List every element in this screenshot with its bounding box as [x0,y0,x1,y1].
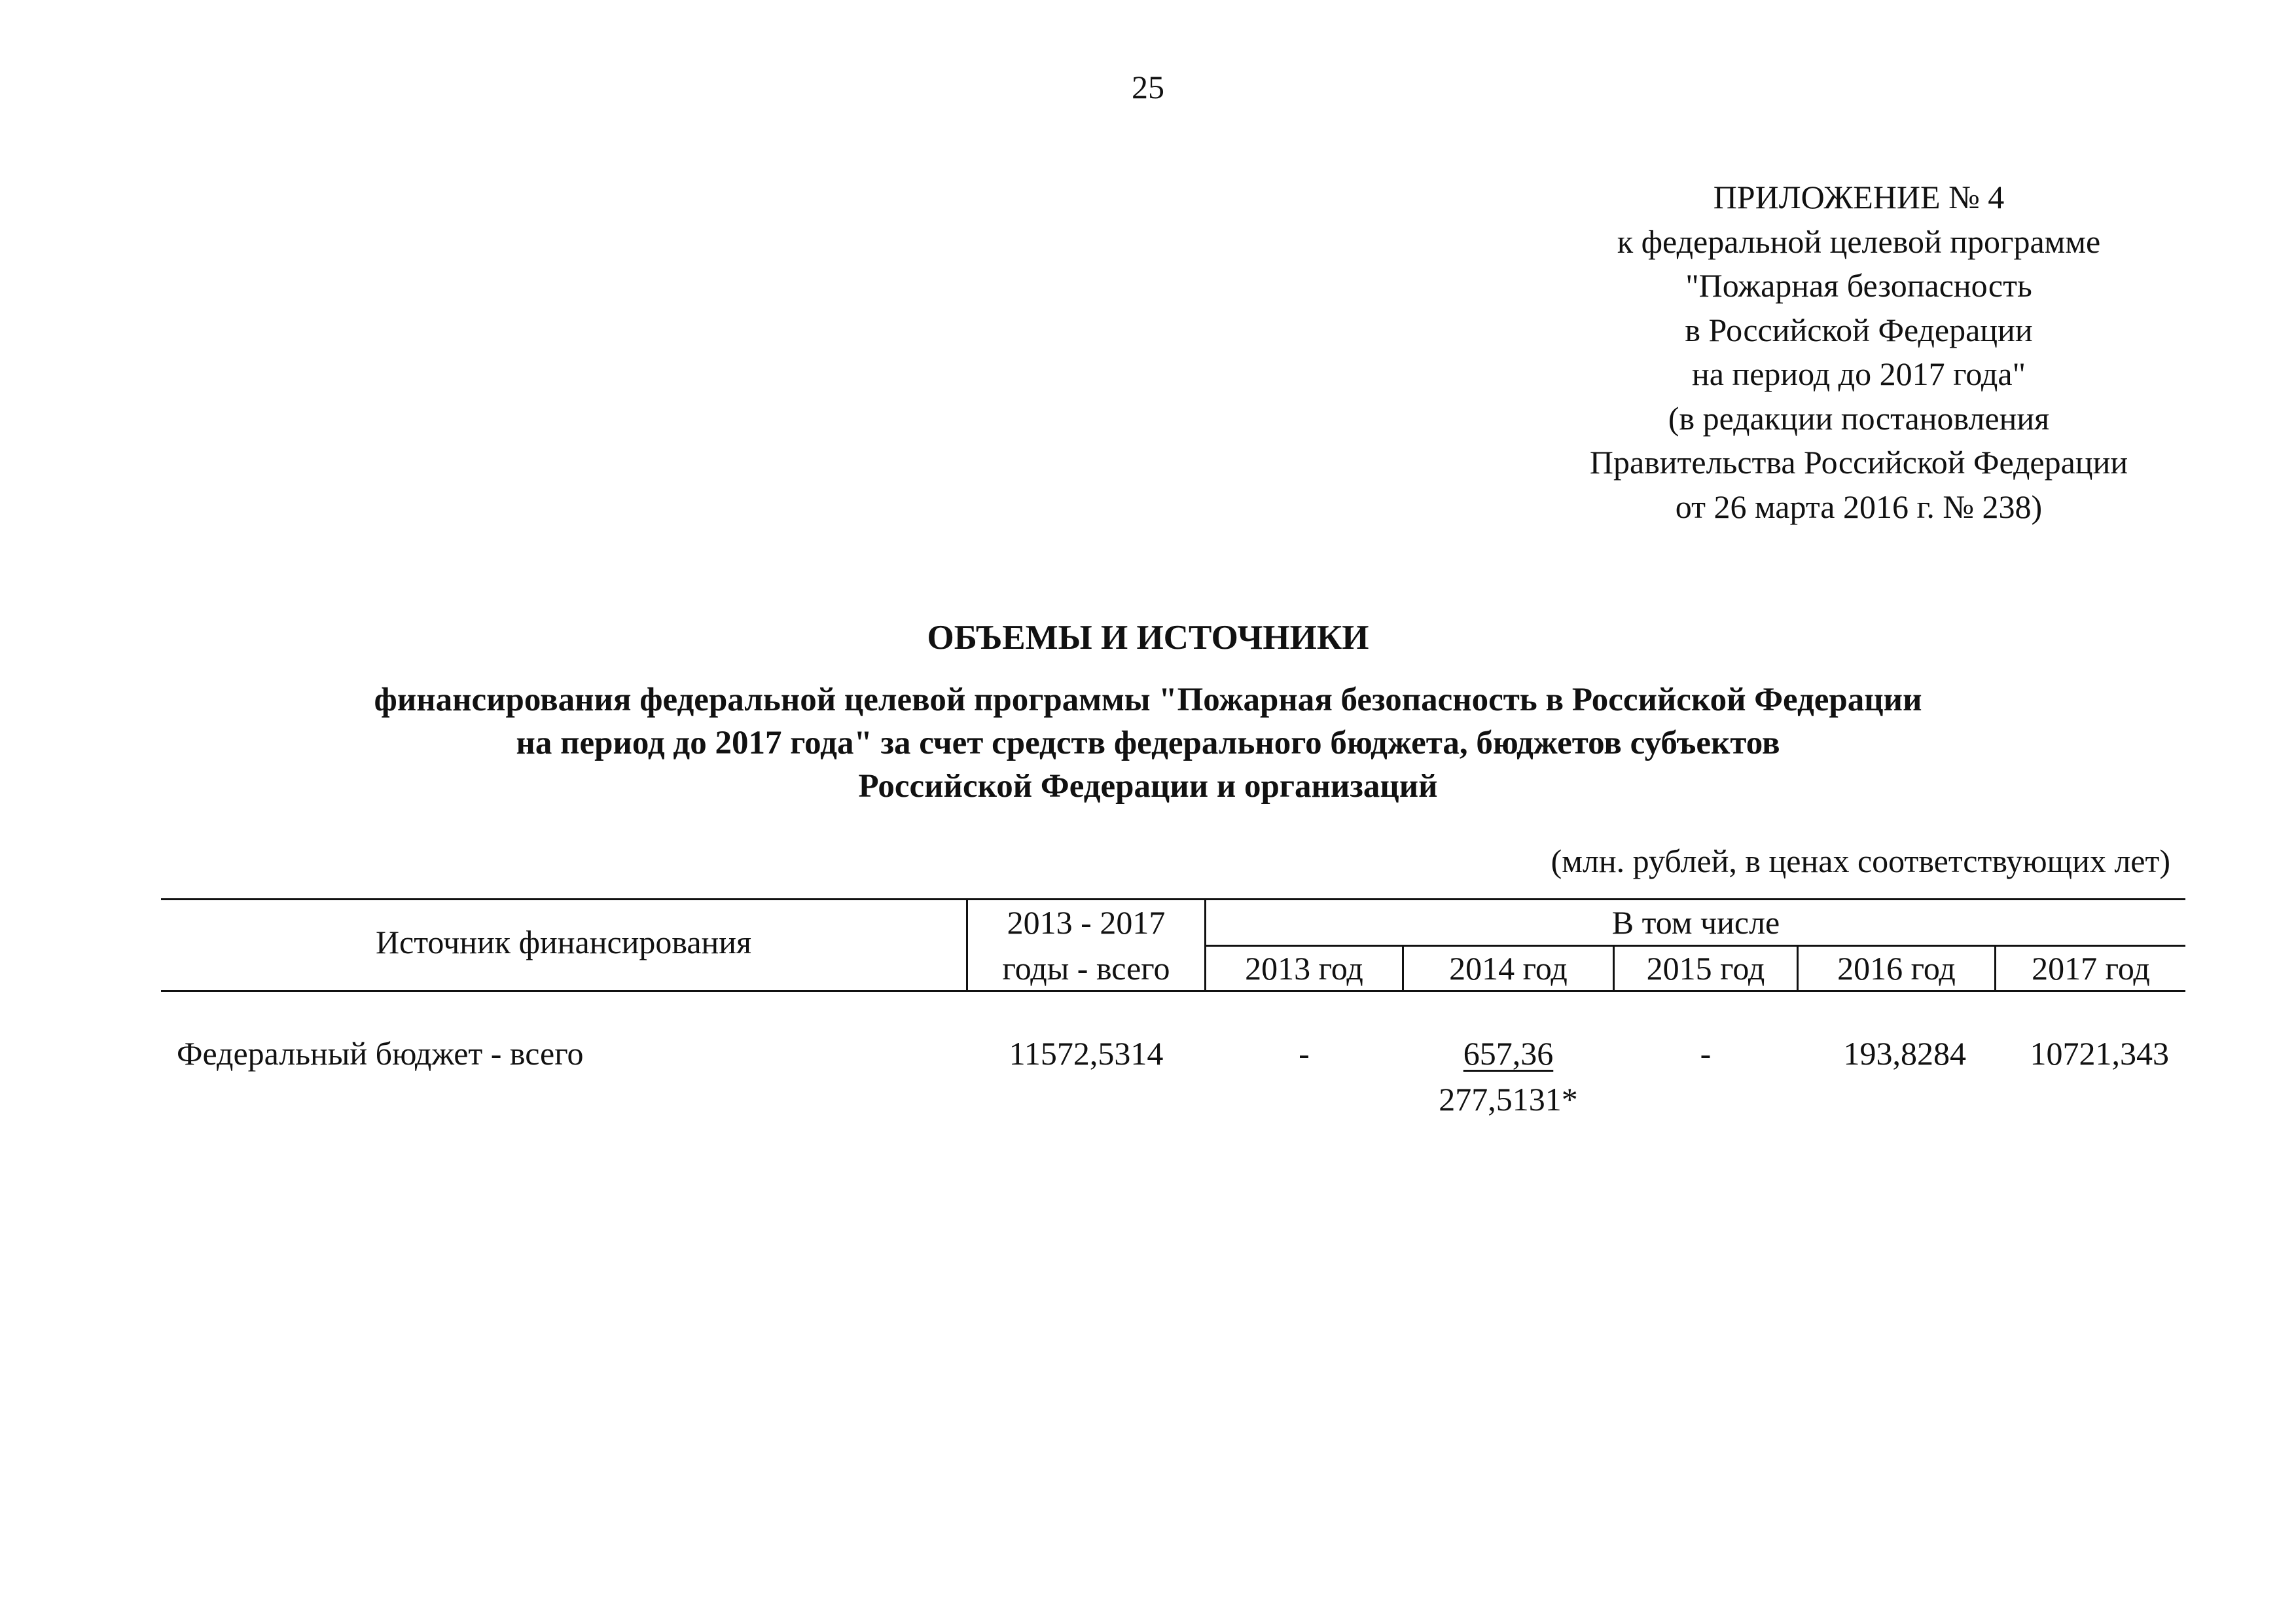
document-title: ОБЪЕМЫ И ИСТОЧНИКИ [927,619,1369,657]
row-source: Федеральный бюджет - всего [177,1035,584,1072]
appendix-line: в Российской Федерации [1685,311,2033,348]
header-year-2016: 2016 год [1837,950,1956,987]
page-number: 25 [1132,69,1164,105]
header-total-line1: 2013 - 2017 [1007,904,1166,941]
appendix-block [1532,175,2186,529]
header-year-2014: 2014 год [1449,950,1568,987]
row-2014 [1404,1034,1613,1072]
appendix-line: к федеральной целевой программе [1617,223,2101,260]
document-subtitle [196,678,2100,808]
row-2014-value: 657,36 [1463,1035,1554,1072]
subtitle-line: Российской Федерации и организаций [858,768,1438,805]
appendix-line: "Пожарная безопасность [1685,267,2032,304]
subtitle-line: на период до 2017 года" за счет средств федерального бюджета, бюджетов субъектов [516,725,1780,761]
header-year-2015: 2015 год [1646,950,1765,987]
appendix-title: ПРИЛОЖЕНИЕ № 4 [1713,179,2005,215]
row-2013: - [1299,1035,1310,1072]
table-top-rule [161,898,2185,900]
subtitle-line: финансирования федеральной целевой программы "Пожарная безопасность в Российской Федерации [374,682,1922,718]
row-2016: 193,8284 [1843,1035,1966,1072]
header-total-line2: годы - всего [1002,950,1170,987]
appendix-line: от 26 марта 2016 г. № 238) [1675,488,2043,525]
header-year-2013: 2013 год [1245,950,1363,987]
header-bottom-rule [161,990,2185,992]
appendix-line: (в редакции постановления [1668,399,2050,437]
appendix-line: на период до 2017 года" [1692,356,2026,392]
row-total: 11572,5314 [1009,1035,1164,1072]
header-group: В том числе [1611,904,1780,941]
units-note: (млн. рублей, в ценах соответствующих лет) [1551,843,2170,879]
row-2017: 10721,343 [2030,1035,2169,1072]
header-year-2017: 2017 год [2032,950,2150,987]
appendix-line: Правительства Российской Федерации [1589,444,2128,481]
row-2014-note: 277,5131* [1439,1081,1578,1118]
row-2015: - [1700,1035,1712,1072]
group-header-rule [1206,945,2185,947]
header-source: Источник финансирования [375,924,752,960]
